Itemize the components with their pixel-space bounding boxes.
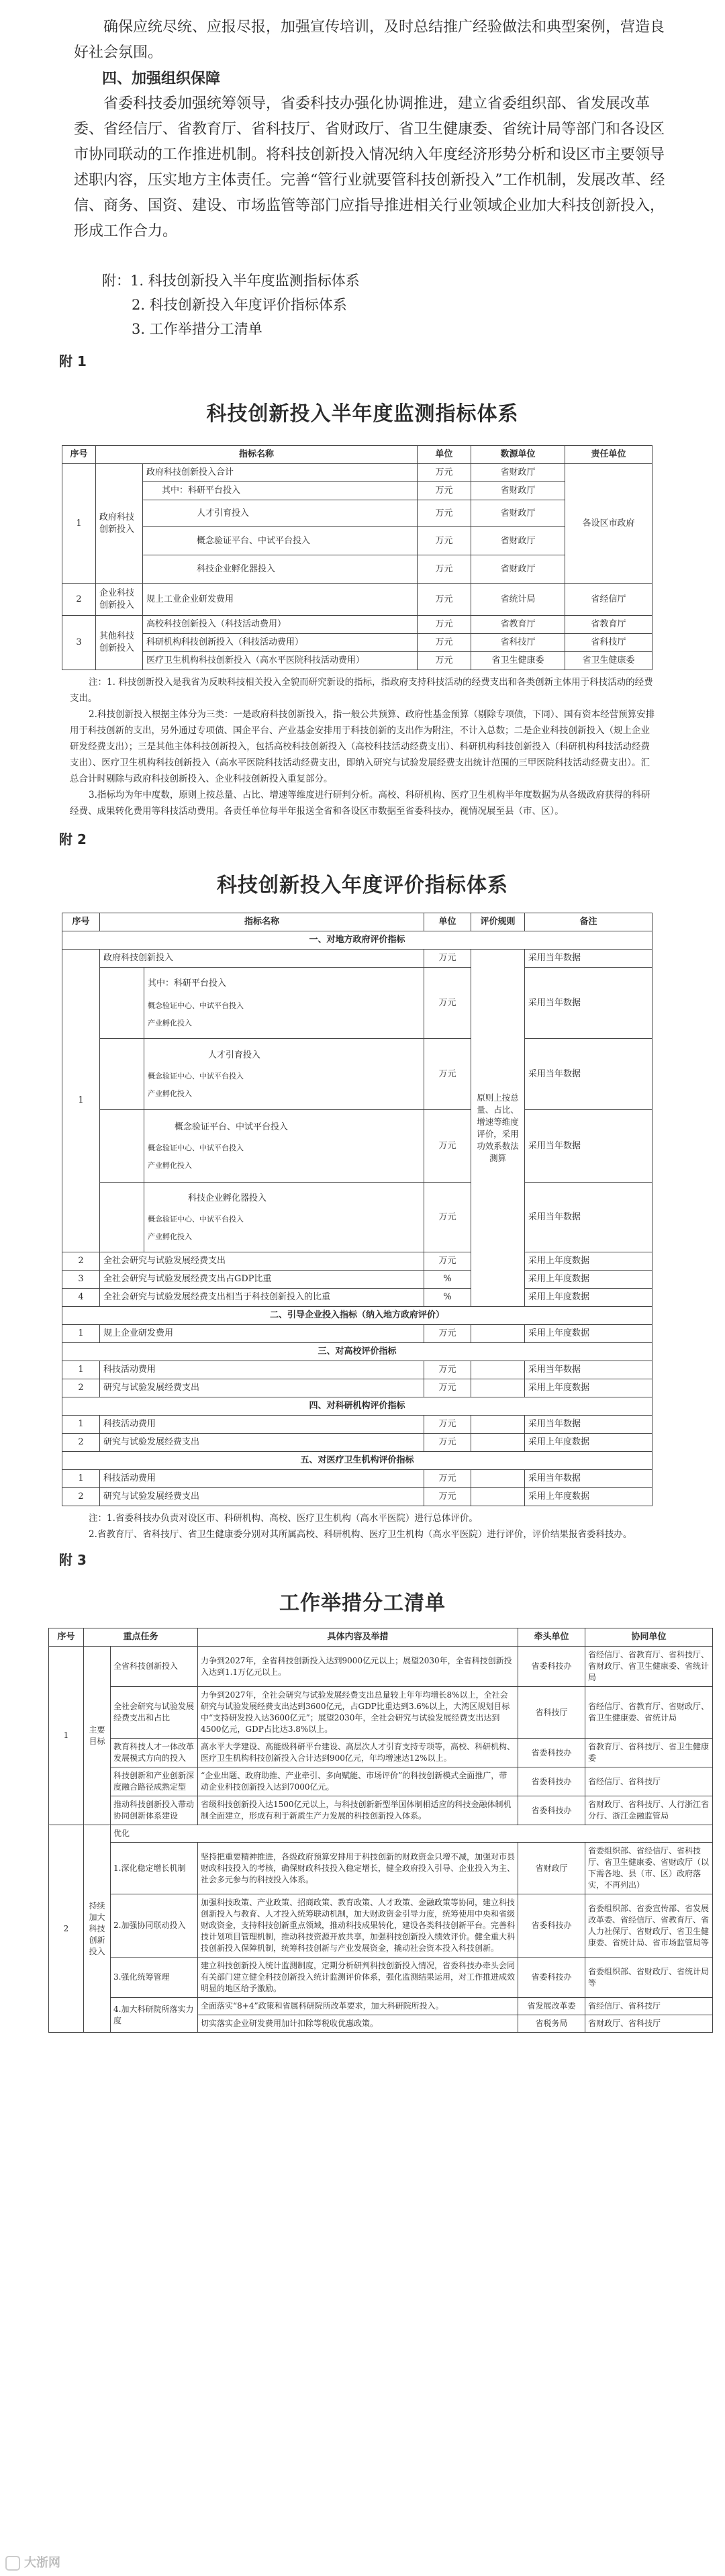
intro-paragraph-1: 确保应统尽统、应报尽报，加强宣传培训，及时总结推广经验做法和典型案例，营造良好社会氛围。 (74, 19, 665, 61)
note-cell: 采用当年数据 (525, 1039, 652, 1110)
attachment-list-2: 2. 科技创新投入年度评价指标体系 (132, 297, 347, 313)
lead-cell: 省委科技办 (518, 1796, 585, 1825)
unit-cell: 万元 (424, 1325, 471, 1343)
unit-cell: 万元 (424, 1488, 471, 1506)
indicator-sub: 概念验证中心、中试平台投入 (148, 1214, 244, 1224)
lead-cell: 省委科技办 (518, 1958, 585, 1998)
row-number: 2 (62, 1434, 100, 1452)
indicator-cell: 全社会研究与试验发展经费支出相当于科技创新投入的比重 (100, 1289, 424, 1307)
unit-cell: 万元 (418, 500, 471, 527)
unit-cell: 万元 (424, 1434, 471, 1452)
category-cell: 政府科技创新投入 (96, 464, 143, 584)
row-number: 3 (62, 1271, 100, 1289)
content-cell: 建立科技创新投入统计监测制度，定期分析研判科技创新投入情况，省委科技办牵头会同有关部门建立健全科技创新投入统计监测评价体系，强化监测结果运用，对工作推进成效明显的地区给予激励。 (198, 1958, 518, 1998)
col-header: 序号 (49, 1628, 84, 1647)
appendix-2-notes (0, 1506, 725, 1543)
table-header-row (49, 1628, 713, 1647)
table-row (62, 500, 652, 527)
subsection-row: 优化 (111, 1825, 713, 1843)
note-cell: 采用上年度数据 (525, 1271, 652, 1289)
col-header: 备注 (525, 913, 652, 931)
table-row (62, 1361, 652, 1379)
table-row (49, 1894, 713, 1958)
unit-cell: 万元 (424, 950, 471, 968)
unit-cell: 万元 (424, 1416, 471, 1434)
task-cell: 教育科技人才一体改革发展模式方向的投入 (111, 1739, 198, 1767)
note-cell: 采用当年数据 (525, 950, 652, 968)
note-1: 注：1.省委科技办负责对设区市、科研机构、高校、医疗卫生机构（高水平医院）进行总体评价。 (89, 1513, 478, 1524)
row-number: 1 (62, 464, 96, 584)
appendix-2-label: 附 2 (59, 831, 87, 847)
coop-cell: 省经信厅、省科技厅 (585, 1767, 713, 1796)
indicator-main: 其中：科研平台投入 (148, 978, 227, 988)
row-number: 3 (62, 616, 96, 670)
lead-cell: 省税务局 (518, 2015, 585, 2033)
table-row (49, 1958, 713, 1998)
table-row (62, 1325, 652, 1343)
note-cell: 采用上年度数据 (525, 1325, 652, 1343)
note-cell: 采用上年度数据 (525, 1289, 652, 1307)
content-cell: 力争到2027年，全社会研究与试验发展经费支出总量较上年年均增长8%以上，全社会研究与试验发展经费支出达到3600亿元，占GDP比重达到3.6%以上，大湾区规划目标中“支持研发投入达3600亿元”；展望2030年，全社会研究与试验发展经费支出达到4500亿元，GDP占比达3.8%以上。 (198, 1687, 518, 1739)
row-number: 1 (62, 1470, 100, 1488)
indicator-cell (144, 1110, 424, 1183)
table-row (62, 482, 652, 500)
task-cell: 科技创新和产业创新深度融合路径成熟定型 (111, 1767, 198, 1796)
unit-cell: 万元 (424, 1252, 471, 1271)
row-number: 1 (62, 1416, 100, 1434)
note-1: 注：1. 科技创新投入是我省为反映科技相关投入全貌而研究新设的指标，指政府支持科技活动的经费支出和各类创新主体用于科技活动的经费支出。 (70, 677, 653, 704)
row-number: 2 (62, 1488, 100, 1506)
table-row (49, 1825, 713, 1843)
indicator-cell: 高校科技创新投入（科技活动费用） (143, 616, 418, 634)
lead-cell: 省财政厅 (518, 1843, 585, 1894)
coop-cell: 省财政厅、省科技厅、人行浙江省分行、浙江金融监管局 (585, 1796, 713, 1825)
section-row: 一、对地方政府评价指标 (62, 931, 652, 950)
lead-cell: 省委科技办 (518, 1739, 585, 1767)
table-header-row (62, 913, 652, 931)
table-row (62, 1379, 652, 1397)
watermark-text: 大浙网 (24, 2556, 60, 2570)
section-row: 三、对高校评价指标 (62, 1343, 652, 1361)
responsible-cell: 各设区市政府 (565, 464, 652, 584)
task-cell: 全省科技创新投入 (111, 1647, 198, 1687)
source-cell: 省财政厅 (471, 527, 565, 555)
indicator-cell (144, 968, 424, 1039)
indicator-cell: 医疗卫生机构科技创新投入（高水平医院科技活动费用） (143, 652, 418, 670)
table-row (62, 527, 652, 555)
indicator-cell (144, 1183, 424, 1252)
attachment-list-3: 3. 工作举措分工清单 (132, 321, 262, 337)
responsible-cell: 省卫生健康委 (565, 652, 652, 670)
section-heading-4: 四、加强组织保障 (102, 70, 221, 87)
unit-cell: % (424, 1289, 471, 1307)
category-cell: 主要目标 (84, 1647, 111, 1825)
indicator-cell: 全社会研究与试验发展经费支出 (100, 1252, 424, 1271)
section-row: 二、引导企业投入指标（纳入地方政府评价） (62, 1307, 652, 1325)
unit-cell: 万元 (418, 482, 471, 500)
indicator-cell: 政府科技创新投入合计 (143, 464, 418, 482)
appendix-3-label: 附 3 (59, 1552, 87, 1568)
indicator-main: 科技企业孵化器投入 (188, 1193, 267, 1203)
task-cell: 3.强化统筹管理 (111, 1958, 198, 1998)
table-row (62, 555, 652, 584)
coop-cell: 省教育厅、省科技厅、省卫生健康委 (585, 1739, 713, 1767)
appendix-3-title: 工作举措分工清单 (279, 1592, 446, 1615)
note-cell: 采用上年度数据 (525, 1434, 652, 1452)
indicator-main: 概念验证平台、中试平台投入 (175, 1121, 289, 1132)
row-number: 1 (62, 1361, 100, 1379)
col-header: 数源单位 (471, 446, 565, 464)
col-header: 协同单位 (585, 1628, 713, 1647)
coop-cell: 省委组织部、省委宣传部、省发展改革委、省经信厅、省教育厅、省人力社保厅、省财政厅、省卫生健康委、省统计局、省市场监管局等 (585, 1894, 713, 1958)
indicator-cell: 科研机构科技创新投入（科技活动费用） (143, 634, 418, 652)
logo-icon (5, 2556, 20, 2571)
note-cell: 采用当年数据 (525, 1110, 652, 1183)
task-cell: 2.加强协同联动投入 (111, 1894, 198, 1958)
note-cell: 采用当年数据 (525, 1361, 652, 1379)
table-row (62, 616, 652, 634)
note-cell: 采用上年度数据 (525, 1488, 652, 1506)
indicator-cell: 其中：科研平台投入 (143, 482, 418, 500)
lead-cell: 省委科技办 (518, 1894, 585, 1958)
task-cell: 全社会研究与试验发展经费支出和占比 (111, 1687, 198, 1739)
indicator-sub: 产业孵化投入 (148, 1089, 192, 1098)
table-row (62, 1183, 652, 1252)
source-cell: 省统计局 (471, 584, 565, 616)
evaluation-index-table (62, 913, 652, 1506)
table-row (62, 1488, 652, 1506)
monitoring-index-table (62, 445, 652, 670)
table-row (49, 1767, 713, 1796)
table-row (49, 1796, 713, 1825)
indicator-cell: 规上工业企业研发费用 (143, 584, 418, 616)
unit-cell: 万元 (418, 555, 471, 584)
unit-cell: % (424, 1271, 471, 1289)
col-header: 指标名称 (96, 446, 418, 464)
note-2: 2.省教育厅、省科技厅、省卫生健康委分别对其所属高校、科研机构、医疗卫生机构（高水平医院）进行评价，评价结果报省委科技办。 (89, 1529, 632, 1540)
note-2: 2.科技创新投入根据主体分为三类：一是政府科技创新投入，指一般公共预算、政府性基金预算（剔除专项债，下同）、国有资本经营预算安排用于科技创新的支出，另外通过专项债、国企平台、产业基金安排用于科技创新的支出作为附注，不计入总数；二是企业科技创新投入（规上企业研发经费支出）；三是其他主体科技创新投入，包括高校科技创新投入（高校科技活动经费支出）、科研机构科技创新投入（科研机构科技活动经费支出）、医疗卫生机构科技创新投入（高水平医院科技活动经费支出，即纳入研究与试验发展经费支出统计范围的三甲医院科技活动经费支出）。汇总合计时剔除与政府科技创新投入、企业科技创新投入重复部分。 (70, 709, 655, 784)
unit-cell: 万元 (424, 1039, 471, 1110)
appendix-1-title: 科技创新投入半年度监测指标体系 (206, 402, 519, 426)
table-row (49, 1647, 713, 1687)
unit-cell: 万元 (418, 527, 471, 555)
col-header: 指标名称 (100, 913, 424, 931)
note-cell: 采用当年数据 (525, 968, 652, 1039)
source-cell: 省教育厅 (471, 616, 565, 634)
content-cell: 省级科技创新投入达1500亿元以上，与科技创新新型举国体制相适应的科技金融体制机制全面建立，形成有利于新质生产力发展的科技创新投入体系。 (198, 1796, 518, 1825)
category-cell: 企业科技创新投入 (96, 584, 143, 616)
col-header: 责任单位 (565, 446, 652, 464)
row-number: 2 (62, 1379, 100, 1397)
unit-cell: 万元 (424, 1379, 471, 1397)
indicator-cell: 科技活动费用 (100, 1416, 424, 1434)
source-cell: 省卫生健康委 (471, 652, 565, 670)
indicator-cell: 研究与试验发展经费支出 (100, 1379, 424, 1397)
coop-cell: 省财政厅、省科技厅 (585, 2015, 713, 2033)
note-cell: 采用当年数据 (525, 1183, 652, 1252)
indicator-cell: 研究与试验发展经费支出 (100, 1434, 424, 1452)
unit-cell: 万元 (418, 464, 471, 482)
col-header: 评价规则 (471, 913, 525, 931)
task-division-table (48, 1628, 713, 2033)
indicator-sub: 概念验证中心、中试平台投入 (148, 1001, 244, 1010)
table-row (62, 1470, 652, 1488)
task-cell: 4.加大科研院所落实力度 (111, 1998, 198, 2033)
col-header: 具体内容及举措 (198, 1628, 518, 1647)
note-3: 3.指标均为年中度数，原则上按总量、占比、增速等维度进行研判分析。高校、科研机构、医疗卫生机构半年度数据为从各级政府获得的科研经费、成果转化费用等科技活动费用。各责任单位每半年报送全省和各设区市数据至省委科技办，视情况展至县（市、区）。 (70, 790, 650, 817)
col-header: 序号 (62, 446, 96, 464)
content-cell: 力争到2027年，全省科技创新投入达到9000亿元以上；展望2030年，全省科技创新投入达到1.1万亿元以上。 (198, 1647, 518, 1687)
source-cell: 省财政厅 (471, 482, 565, 500)
indicator-cell: 科技活动费用 (100, 1361, 424, 1379)
table-row (62, 1434, 652, 1452)
source-cell: 省财政厅 (471, 464, 565, 482)
appendix-1-label: 附 1 (59, 353, 87, 369)
content-cell: 加强科技政策、产业政策、招商政策、教育政策、人才政策、金融政策等协同，建立科技创新投入与教育、人才投入统筹联动机制，加大财政资金引导力度，统筹使用中央和省级财政资金，支持科技创新重点领域，推动科技成果转化，建设各类科技创新平台。完善科技计划项目管理机制，推动科技资源开放共享，加强科技创新投入绩效评价。健全重大科技创新投入保障机制，统筹科技创新与产业发展资金，撬动社会资本投入科技创新。 (198, 1894, 518, 1958)
unit-cell: 万元 (418, 634, 471, 652)
task-cell: 推动科技创新投入带动协同创新体系建设 (111, 1796, 198, 1825)
unit-cell: 万元 (424, 1110, 471, 1183)
table-row (62, 464, 652, 482)
category-cell: 其他科技创新投入 (96, 616, 143, 670)
category-cell: 持续加大科技创新投入 (84, 1825, 111, 2033)
row-number: 4 (62, 1289, 100, 1307)
content-cell: 全面落实“8+4”政策和省属科研院所改革要求，加大科研院所投入。 (198, 1998, 518, 2015)
responsible-cell: 省经信厅 (565, 584, 652, 616)
lead-cell: 省委科技办 (518, 1767, 585, 1796)
table-row (62, 584, 652, 616)
content-cell: 切实落实企业研发费用加计扣除等税收优惠政策。 (198, 2015, 518, 2033)
indicator-cell: 规上企业研发费用 (100, 1325, 424, 1343)
unit-cell: 万元 (418, 652, 471, 670)
table-row (62, 968, 652, 1039)
indicator-main: 人才引育投入 (208, 1050, 261, 1060)
unit-cell: 万元 (424, 968, 471, 1039)
table-row (62, 950, 652, 968)
table-row (62, 1271, 652, 1289)
indicator-cell: 政府科技创新投入 (100, 950, 424, 968)
col-header: 单位 (418, 446, 471, 464)
content-cell: 高水平大学建设、高能级科研平台建设、高层次人才引育支持专项等，高校、科研机构、医疗卫生机构科技创新投入合计达到900亿元，年均增速达12%以上。 (198, 1739, 518, 1767)
lead-cell: 省科技厅 (518, 1687, 585, 1739)
indicator-cell (144, 1039, 424, 1110)
lead-cell: 省委科技办 (518, 1647, 585, 1687)
note-cell: 采用上年度数据 (525, 1379, 652, 1397)
unit-cell: 万元 (418, 584, 471, 616)
row-number: 2 (62, 584, 96, 616)
appendix-2-title: 科技创新投入年度评价指标体系 (217, 874, 508, 897)
indicator-sub: 产业孵化投入 (148, 1232, 192, 1241)
unit-cell: 万元 (424, 1361, 471, 1379)
responsible-cell: 省科技厅 (565, 634, 652, 652)
table-row (62, 1039, 652, 1110)
col-header: 单位 (424, 913, 471, 931)
coop-cell: 省委组织部、省经信厅、省科技厅、省卫生健康委、省财政厅（以下需各地、县（市、区）政府落实，不再列出） (585, 1843, 713, 1894)
source-cell: 省科技厅 (471, 634, 565, 652)
note-cell: 采用当年数据 (525, 1416, 652, 1434)
table-header-row (62, 446, 652, 464)
source-cell: 省财政厅 (471, 500, 565, 527)
indicator-cell: 科技活动费用 (100, 1470, 424, 1488)
indicator-sub: 概念验证中心、中试平台投入 (148, 1143, 244, 1152)
indicator-cell: 人才引育投入 (143, 500, 418, 527)
lead-cell: 省发展改革委 (518, 1998, 585, 2015)
row-number: 2 (49, 1825, 84, 2033)
table-row (62, 1252, 652, 1271)
content-cell: 坚持把重要精神推进，各级政府预算安排用于科技创新的财政资金只增不减，加强对市县财政科技投入的考核，确保财政科技投入稳定增长，健全政府投入引导、企业投入为主、社会多元参与的科技投入体系。 (198, 1843, 518, 1894)
table-row (49, 1998, 713, 2015)
responsible-cell: 省教育厅 (565, 616, 652, 634)
table-row (62, 1416, 652, 1434)
unit-cell: 万元 (418, 616, 471, 634)
row-number: 1 (62, 1325, 100, 1343)
content-cell: “企业出题、政府助推、产业牵引、多向赋能、市场评价”的科技创新模式全面推广，带动企业科技创新投入达到7000亿元。 (198, 1767, 518, 1796)
indicator-cell: 全社会研究与试验发展经费支出占GDP比重 (100, 1271, 424, 1289)
rule-cell: 原则上按总量、占比、增速等维度评价，采用功效系数法测算 (471, 950, 525, 1307)
coop-cell: 省委组织部、省财政厅、省统计局等 (585, 1958, 713, 1998)
table-row (62, 1110, 652, 1183)
indicator-sub: 产业孵化投入 (148, 1160, 192, 1170)
row-number: 1 (49, 1647, 84, 1825)
indicator-cell: 科技企业孵化器投入 (143, 555, 418, 584)
coop-cell: 省经信厅、省科技厅 (585, 1998, 713, 2015)
source-cell: 省财政厅 (471, 555, 565, 584)
appendix-1-notes (0, 670, 725, 819)
note-cell: 采用上年度数据 (525, 1252, 652, 1271)
table-row (49, 1843, 713, 1894)
row-number: 2 (62, 1252, 100, 1271)
unit-cell: 万元 (424, 1470, 471, 1488)
section-row: 五、对医疗卫生机构评价指标 (62, 1452, 652, 1470)
indicator-cell: 研究与试验发展经费支出 (100, 1488, 424, 1506)
col-header: 牵头单位 (518, 1628, 585, 1647)
table-row (62, 652, 652, 670)
section-row: 四、对科研机构评价指标 (62, 1397, 652, 1416)
row-number: 1 (62, 950, 100, 1252)
table-row (49, 1739, 713, 1767)
indicator-sub: 产业孵化投入 (148, 1018, 192, 1027)
table-row (62, 634, 652, 652)
intro-paragraph-2: 省委科技委加强统筹领导，省委科技办强化协调推进，建立省委组织部、省发展改革委、省经信厅、省教育厅、省科技厅、省财政厅、省卫生健康委、省统计局等部门和各设区市协同联动的工作推进机制。将科技创新投入情况纳入年度经济形势分析和设区市主要领导述职内容，压实地方主体责任。完善“管行业就要管科技创新投入”工作机制，发展改革、经信、商务、国资、建设、市场监管等部门应指导推进相关行业领域企业加大科技创新投入，形成工作合力。 (74, 95, 665, 240)
table-row (49, 1687, 713, 1739)
unit-cell: 万元 (424, 1183, 471, 1252)
watermark-logo (5, 2553, 60, 2571)
indicator-sub: 概念验证中心、中试平台投入 (148, 1071, 244, 1080)
col-header: 重点任务 (84, 1628, 198, 1647)
table-row (62, 1289, 652, 1307)
coop-cell: 省经信厅、省教育厅、省财政厅、省卫生健康委、省统计局 (585, 1687, 713, 1739)
attachment-list-1: 附：1. 科技创新投入半年度监测指标体系 (102, 273, 360, 289)
task-cell: 1.深化稳定增长机制 (111, 1843, 198, 1894)
coop-cell: 省经信厅、省教育厅、省科技厅、省财政厅、省卫生健康委、省统计局 (585, 1647, 713, 1687)
col-header: 序号 (62, 913, 100, 931)
note-cell: 采用当年数据 (525, 1470, 652, 1488)
indicator-cell: 概念验证平台、中试平台投入 (143, 527, 418, 555)
